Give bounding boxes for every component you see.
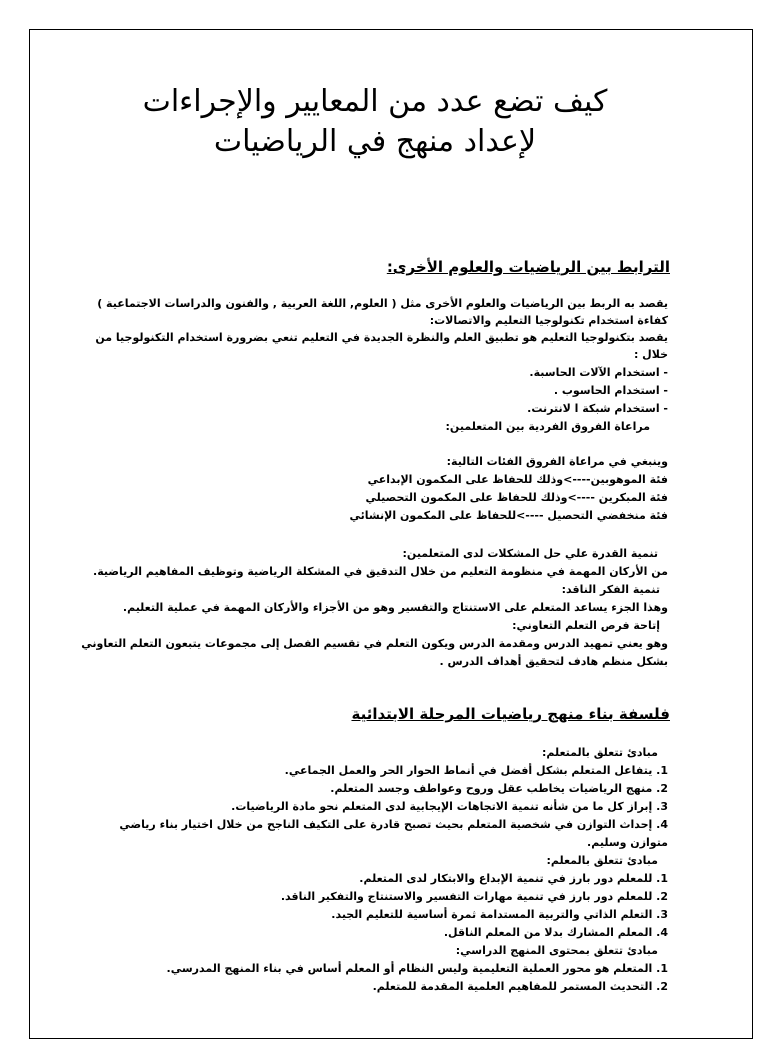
list-item: 4. المعلم المشارك بدلا من المعلم الناقل. xyxy=(443,926,668,939)
list-item: متوازن وسليم. xyxy=(587,836,668,849)
section-heading-interdisciplinary: الترابط بين الرياضيات والعلوم الأخرى: xyxy=(386,258,670,276)
paragraph-line: كفاءة استخدام تكنولوجيا التعليم والاتصالات: xyxy=(429,314,668,327)
paragraph-subheading: مبادئ تتعلق بمحتوى المنهج الدراسي: xyxy=(455,944,658,957)
list-item: فئة المبكرين ---->وذلك للحفاظ على المكمون التحصيلي xyxy=(365,491,668,504)
list-item: 3. إبراز كل ما من شأنه تنمية الاتجاهات الإيجابية لدى المتعلم نحو مادة الرياضيات. xyxy=(231,800,668,813)
list-item: 2. منهج الرياضيات يخاطب عقل وروح وعواطف وجسد المتعلم. xyxy=(330,782,668,795)
paragraph-line: يقصد بتكنولوجيا التعليم هو تطبيق العلم والنظرة الجديدة في التعليم تنعي بضرورة استخدام التكنولوجيا من xyxy=(95,331,668,344)
paragraph-subheading: إتاحة فرص التعلم التعاوني: xyxy=(512,619,660,632)
list-item: - استخدام شبكة ا لانترنت. xyxy=(527,402,668,415)
list-item: 2. للمعلم دور بارز في تنمية مهارات التفسير والاستنتاج والتفكير الناقد. xyxy=(280,890,668,903)
paragraph-subheading: مبادئ تتعلق بالمتعلم: xyxy=(541,746,658,759)
list-item: فئة منخفضي التحصيل ---->للحفاظ على المكمون الإنشائي xyxy=(349,509,668,522)
list-item: 1. يتفاعل المتعلم بشكل أفضل في أنماط الحوار الحر والعمل الجماعي. xyxy=(284,764,668,777)
list-item: 4. إحداث التوازن في شخصية المتعلم بحيث تصبح قادرة على التكيف الناجح من خلال اختيار بناء رياضي xyxy=(119,818,668,831)
paragraph-line: خلال : xyxy=(633,348,668,361)
paragraph-line: من الأركان المهمة في منظومة التعليم من خلال التدقيق في المشكلة الرياضية وتوظيف المفاهيم الرياضية. xyxy=(93,565,668,578)
paragraph-line: وهذا الجزء يساعد المتعلم على الاستنتاج والتفسير وهو من الأجزاء والأركان المهمة في عملية التعليم. xyxy=(122,601,668,614)
paragraph-line: بشكل منظم هادف لتحقيق أهداف الدرس . xyxy=(439,655,668,668)
list-item: 1. للمعلم دور بارز في تنمية الإبداع والابتكار لدى المتعلم. xyxy=(359,872,668,885)
paragraph-line: وهو يعني تمهيد الدرس ومقدمة الدرس ويكون التعلم في تقسيم الفصل إلى مجموعات يتبعون التعلم التعاوني xyxy=(81,637,668,650)
paragraph-subheading: مراعاة الفروق الفردية بين المتعلمين: xyxy=(445,420,650,433)
paragraph-subheading: تنمية الفكر الناقد: xyxy=(561,583,660,596)
document-title: كيف تضع عدد من المعايير والإجراءات لإعداد منهج في الرياضيات xyxy=(142,84,608,159)
list-item: فئة الموهوبين---->وذلك للحفاظ على المكمون الإبداعي xyxy=(367,473,668,486)
paragraph-line: وينبغي في مراعاة الفروق الفئات التالية: xyxy=(446,455,668,468)
list-item: - استخدام الآلات الحاسبة. xyxy=(529,366,668,379)
list-item: 2. التحديث المستمر للمفاهيم العلمية المقدمة للمتعلم. xyxy=(372,980,668,993)
list-item: - استخدام الحاسوب . xyxy=(553,384,668,397)
paragraph-line: يقصد به الربط بين الرياضيات والعلوم الأخرى مثل ( العلوم, اللغة العربية , والفنون والدراسات الاجتماعية ) xyxy=(97,297,668,310)
paragraph-subheading: تنمية القدرة علي حل المشكلات لدى المتعلمين: xyxy=(402,547,658,560)
paragraph-subheading: مبادئ تتعلق بالمعلم: xyxy=(546,854,658,867)
section-heading-curriculum-philosophy: فلسفة بناء منهج رياضيات المرحلة الابتدائية xyxy=(351,705,670,723)
list-item: 1. المتعلم هو محور العملية التعليمية وليس النظام أو المعلم أساس في بناء المنهج المدرسي. xyxy=(166,962,668,975)
list-item: 3. التعلم الذاتي والتربية المستدامة ثمرة أساسية للتعليم الجيد. xyxy=(331,908,668,921)
